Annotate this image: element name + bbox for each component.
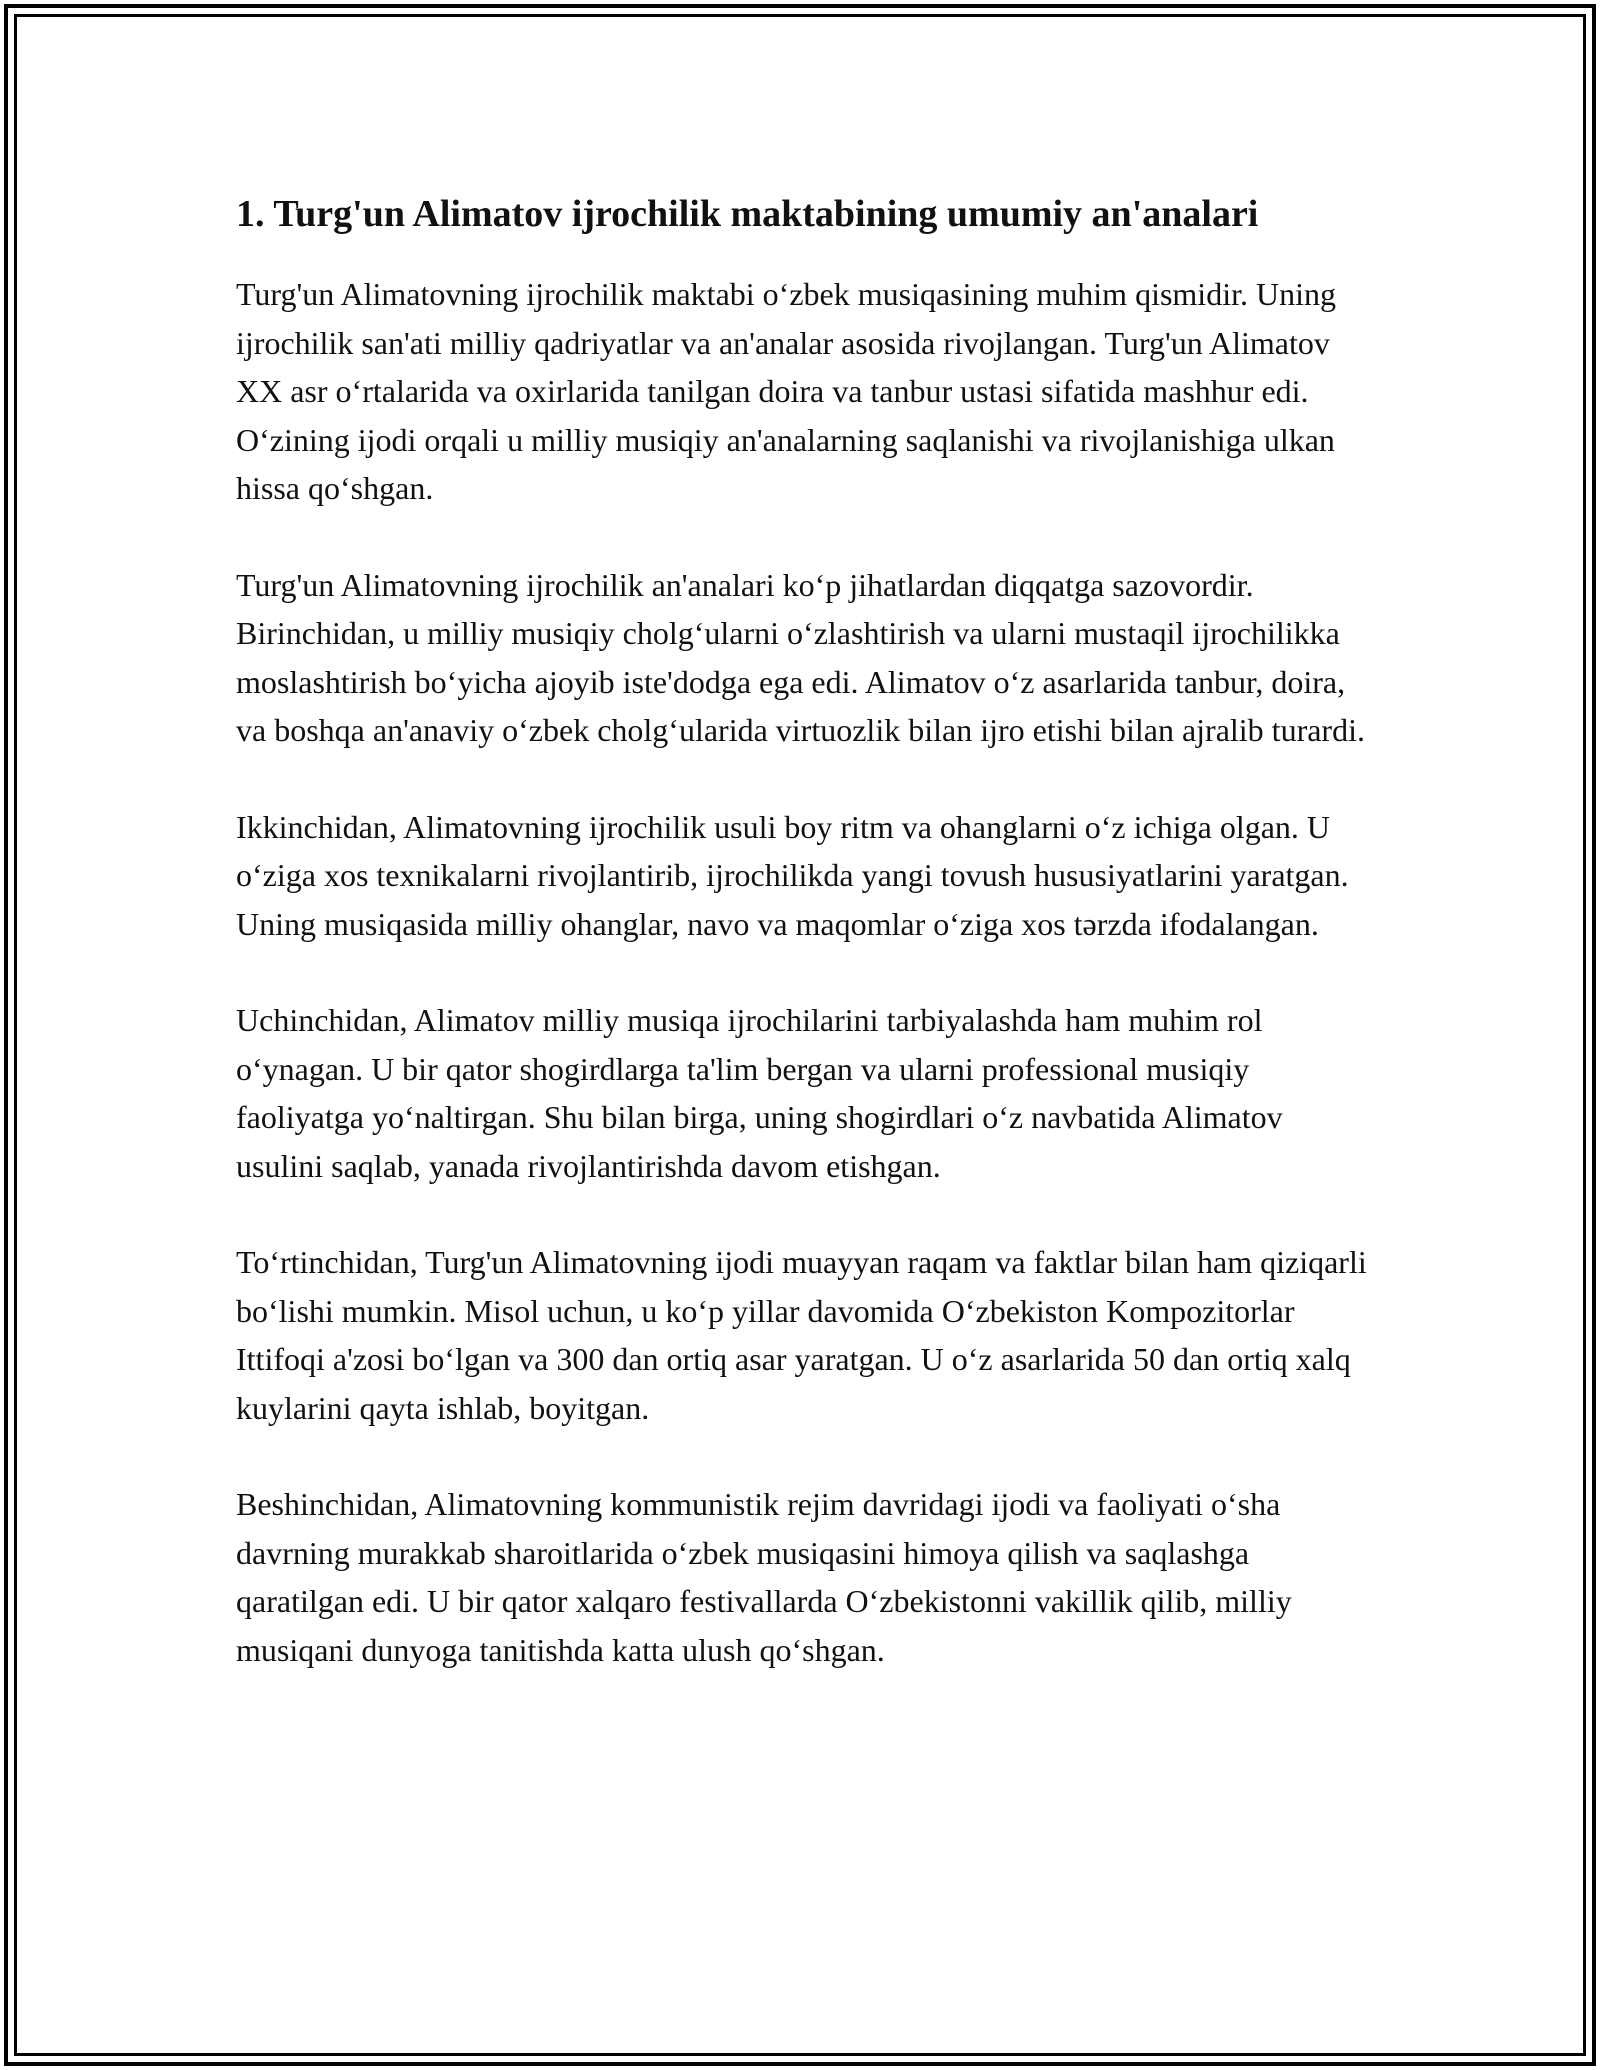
paragraph-3: Ikkinchidan, Alimatovning ijrochilik usuli boy ritm va ohanglarni oʻz ichiga olgan. U oʻziga xos texnikalarni rivojlantirib, ijrochilikda yangi tovush hususiyatlarini yaratgan. Uning musiqasida milliy ohanglar, navo va maqomlar oʻziga xos tərzda ifodalangan. [236,808,1349,942]
document-body [236,186,1376,1722]
paragraph-1: Turg'un Alimatovning ijrochilik maktabi oʻzbek musiqasining muhim qismidir. Uning ijrochilik san'ati milliy qadriyatlar va an'analar asosida rivojlangan. Turg'un Alimatov XX asr oʻrtalarida va oxirlarida tanilgan doira va tanbur ustasi sifatida mashhur edi. Oʻzining ijodi orqali u milliy musiqiy an'analarning saqlanishi va rivojlanishiga ulkan hissa qoʻshgan. [236,276,1336,506]
paragraph-6: Beshinchidan, Alimatovning kommunistik rejim davridagi ijodi va faoliyati oʻsha davrning murakkab sharoitlarida oʻzbek musiqasini himoya qilish va saqlashga qaratilgan edi. U bir qator xalqaro festivallarda Oʻzbekistonni vakillik qilib, milliy musiqani dunyoga tanitishda katta ulush qoʻshgan. [236,1486,1292,1668]
paragraph-2: Turg'un Alimatovning ijrochilik an'analari koʻp jihatlardan diqqatga sazovordir. Birinchidan, u milliy musiqiy cholgʻularni oʻzlashtirish va ularni mustaqil ijrochilikka moslashtirish boʻyicha ajoyib iste'dodga ega edi. Alimatov oʻz asarlarida tanbur, doira, va boshqa an'anaviy oʻzbek cholgʻularida virtuozlik bilan ijro etishi bilan ajralib turardi. [236,566,1365,748]
paragraph-5: Toʻrtinchidan, Turg'un Alimatovning ijodi muayyan raqam va faktlar bilan ham qiziqarli boʻlishi mumkin. Misol uchun, u koʻp yillar davomida Oʻzbekiston Kompozitorlar Ittifoqi a'zosi boʻlgan va 300 dan ortiq asar yaratgan. U oʻz asarlarida 50 dan ortiq xalq kuylarini qayta ishlab, boyitgan. [236,1244,1367,1426]
section-heading: 1. Turg'un Alimatov ijrochilik maktabining umumiy an'analari [236,193,1259,235]
paragraph-4: Uchinchidan, Alimatov milliy musiqa ijrochilarini tarbiyalashda ham muhim rol oʻynagan. U bir qator shogirdlarga ta'lim bergan va ularni professional musiqiy faoliyatga yoʻnaltirgan. Shu bilan birga, uning shogirdlari oʻz navbatida Alimatov usulini saqlab, yanada rivojlantirishda davom etishgan. [236,1002,1283,1184]
